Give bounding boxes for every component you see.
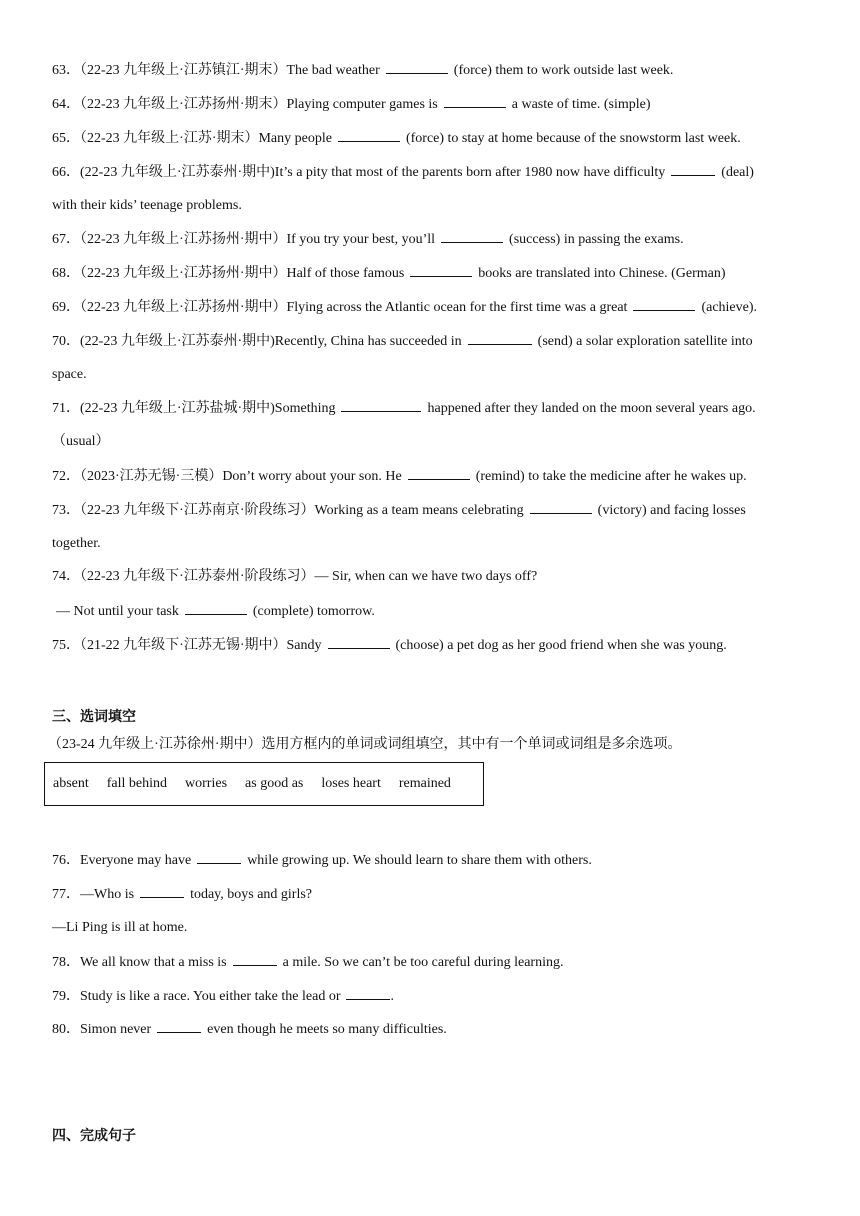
answer-blank[interactable] [386,60,448,74]
answer-blank[interactable] [197,850,241,864]
question-text: (success) in passing the exams. [509,232,684,247]
question-text: 71．(22-23 九年级上·江苏盐城·期中)Something [52,401,336,416]
question-text: 69．（22-23 九年级上·江苏扬州·期中）Flying across the Atlantic ocean for the first time was a great [52,300,628,315]
question-74-reply [56,601,375,622]
question-text: while growing up. We should learn to share them with others. [247,853,592,868]
question-70-continuation: space. [52,367,87,382]
answer-blank[interactable] [341,398,421,412]
question-text: even though he meets so many difficulties. [207,1022,447,1037]
question-text: 78．We all know that a miss is [52,955,227,970]
question-text: (force) to stay at home because of the snowstorm last week. [405,131,741,146]
question-63 [52,60,673,81]
question-text: (send) a solar exploration satellite into [537,334,753,349]
answer-blank[interactable] [633,297,695,311]
section-3-instruction: （23-24 九年级上·江苏徐州·期中）选用方框内的单词或词组填空，其中有一个单词或词组是多余选项。 [48,737,682,752]
word-box [44,762,484,806]
answer-blank[interactable] [408,466,470,480]
question-text: — Not until your task [56,604,179,619]
question-74: 74．（22-23 九年级下·江苏泰州·阶段练习）— Sir, when can we have two days off? [52,569,538,584]
question-text: 80．Simon never [52,1022,152,1037]
question-text: (remind) to take the medicine after he wakes up. [475,469,747,484]
question-text: 70．(22-23 九年级上·江苏泰州·期中)Recently, China has succeeded in [52,334,462,349]
question-text: books are translated into Chinese. (German) [478,266,726,281]
question-text: 72．（2023·江苏无锡·三模）Don’t worry about your son. He [52,469,402,484]
question-64 [52,94,651,115]
question-text: 68．（22-23 九年级上·江苏扬州·期中）Half of those famous [52,266,405,281]
question-text: (complete) tomorrow. [252,604,375,619]
word-option: fall behind [106,776,168,791]
answer-blank[interactable] [671,162,715,176]
question-73 [52,500,746,521]
question-text: happened after they landed on the moon several years ago. [427,401,756,416]
answer-blank[interactable] [233,952,277,966]
question-79 [52,986,394,1007]
question-text: 65．（22-23 九年级上·江苏·期末）Many people [52,131,332,146]
question-text: 79．Study is like a race. You either take the lead or [52,989,341,1004]
question-text: a mile. So we can’t be too careful during learning. [282,955,564,970]
question-70 [52,331,753,352]
question-78 [52,952,563,973]
section-4-heading: 四、完成句子 [52,1128,136,1144]
question-66-continuation: with their kids’ teenage problems. [52,198,242,213]
word-option: absent [53,776,89,791]
question-text: . [390,989,394,1004]
question-77 [52,884,312,905]
question-text: 73．（22-23 九年级下·江苏南京·阶段练习）Working as a team means celebrating [52,503,524,518]
answer-blank[interactable] [410,263,472,277]
answer-blank[interactable] [157,1019,201,1033]
question-text: (force) them to work outside last week. [453,63,674,78]
question-68 [52,263,726,284]
question-80 [52,1019,447,1040]
question-73-continuation: together. [52,536,101,551]
question-text: 76．Everyone may have [52,853,192,868]
question-66 [52,162,754,183]
answer-blank[interactable] [468,331,532,345]
question-text: 64．（22-23 九年级上·江苏扬州·期末）Playing computer games is [52,97,438,112]
answer-blank[interactable] [185,601,247,615]
answer-blank[interactable] [328,635,390,649]
word-option: remained [398,776,451,791]
question-65 [52,128,741,149]
word-option: loses heart [321,776,381,791]
answer-blank[interactable] [338,128,400,142]
question-text: (victory) and facing losses [597,503,746,518]
question-text: (achieve). [701,300,758,315]
word-option: as good as [245,776,304,791]
answer-blank[interactable] [441,229,503,243]
question-text: (choose) a pet dog as her good friend when she was young. [395,638,727,653]
section-3-heading: 三、选词填空 [52,709,136,725]
question-69 [52,297,757,318]
question-text: (deal) [721,165,754,180]
question-text: today, boys and girls? [190,887,313,902]
answer-blank[interactable] [140,884,184,898]
question-text: 63．（22-23 九年级上·江苏镇江·期末）The bad weather [52,63,380,78]
answer-blank[interactable] [346,986,390,1000]
answer-blank[interactable] [530,500,592,514]
question-77-reply: —Li Ping is ill at home. [52,920,188,935]
question-text: 77．—Who is [52,887,135,902]
question-text: 66．(22-23 九年级上·江苏泰州·期中)It’s a pity that most of the parents born after 1980 now have difficulty [52,165,666,180]
question-75 [52,635,727,656]
question-text: 75．（21-22 九年级下·江苏无锡·期中）Sandy [52,638,322,653]
question-text: a waste of time. (simple) [511,97,651,112]
word-option: worries [185,776,228,791]
question-71-continuation: （usual） [52,434,110,449]
question-76 [52,850,592,871]
question-71 [52,398,756,419]
answer-blank[interactable] [444,94,506,108]
question-72 [52,466,747,487]
question-text: 67．（22-23 九年级上·江苏扬州·期中）If you try your best, you’ll [52,232,436,247]
question-67 [52,229,684,250]
